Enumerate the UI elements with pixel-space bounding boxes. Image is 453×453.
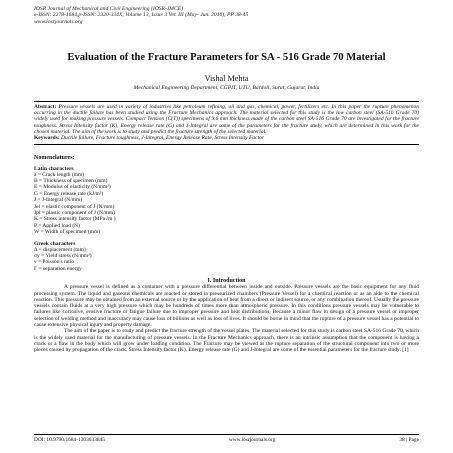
page-footer: [34, 434, 419, 443]
list-item: J = J-Integral (N/mm): [34, 197, 83, 204]
abstract-text: Pressure vessels are used in variety of industries like petroleum refining, oil and gas, chemical, power, fertilizers etc. In this paper the rupture phenomenon occurring in the ductile failure has been studied using the Fracture Mechanics approach. The material selected for this study is the low carbon steel (SA-516 Grade 70) widely used for making pressure vessels. Compact Tension (C(T)) specimens of 9.6 mm thickness made of the carbon steel SA-516 Grade 70 are investigated for the fracture toughness. Stress Intensity factor (K), Energy release rate (G) and J-Integral are some of the parameters for the fracture study, which are determined in this work for the chosen material. The aim of the work is to study and predict the fracture strength of the selected material.: [34, 103, 419, 135]
list-item: σy = Yield stress (N/mm²): [34, 253, 92, 260]
author-name: Vishal Mehta: [204, 73, 249, 83]
list-item: E = Modulus of elasticity (N/mm²): [34, 184, 111, 191]
journal-url[interactable]: www.iosrjournals.org: [34, 18, 83, 25]
greek-list: [34, 247, 419, 273]
abstract-box: [34, 101, 419, 145]
author-affiliation: Mechanical Engineering Department, CGPIT, UTU, Bardoli, Surat, Gujarat, India: [133, 84, 320, 91]
nomenclature-heading: Nomenclatures:: [34, 154, 75, 161]
list-item: a = Crack length (mm): [34, 171, 85, 178]
list-item: K = Stress intensity factor (MPa√m ): [34, 216, 116, 223]
list-item: Γ = separation energy: [34, 265, 82, 272]
greek-heading: Greek characters: [34, 240, 76, 247]
list-item: ν = Poisson's ratio: [34, 259, 75, 266]
intro-paragraph-2: The aim of the paper is to study and predict the fracture strength of the vessel plates. The material selected for this study is carbon steel SA-516 Grade 70, which is the widely used material for the manufacturing of pressure vessels. In the Fracture Mechanics approach, there is an intrinsic assumption that the component is having a crack or a flaw in the body which will grow under loading condition. The Fracture may be viewed as the rupture separation of the structural component into two or more pieces caused by propagation of the crack. Stress Intensity factor (K), Energy release rate (G) and J-Integral are some of the essential parameters for the fracture study. [1]: [34, 328, 419, 354]
keywords-text: Ductile failure, Fracture toughness, J-Integral, Energy Release Rate, Stress Intensity Factor: [59, 135, 264, 142]
list-item: B = Thickness of specimen (mm): [34, 178, 108, 184]
keywords-label: Keywords:: [34, 135, 60, 142]
section-heading: I. Introduction: [207, 278, 246, 285]
footer-site[interactable]: www.iosrjournals.org: [228, 437, 276, 443]
list-item: Jpl = plastic component of J (N/mm): [34, 210, 116, 217]
latin-heading: Latin characters: [34, 165, 74, 172]
footer-doi: DOI: 10.9790/1684-1303033845: [34, 437, 105, 443]
list-item: Δ = displacement (mm): [34, 246, 86, 253]
footer-page-number: 38 | Page: [399, 437, 419, 443]
journal-header: [34, 6, 419, 25]
list-item: Jel = elastic component of J (N/mm): [34, 203, 115, 210]
list-item: P = Applied load (N): [34, 222, 80, 229]
list-item: W = Width of specimen (mm): [34, 229, 101, 236]
paper-title: Evaluation of the Fracture Parameters for SA - 516 Grade 70 Material: [67, 52, 386, 64]
abstract-label: Abstract:: [34, 103, 57, 110]
list-item: G = Energy release rate (kJ/m²): [34, 190, 104, 197]
journal-issn: e-ISSN: 2278-1684,p-ISSN: 2320-334X, Volume 13, Issue 3 Ver. III (May- Jun. 2016), PP 38-45: [34, 12, 249, 19]
journal-name: IOSR Journal of Mechanical and Civil Engineering (IOSR-JMCE): [34, 6, 183, 12]
latin-list: [34, 172, 419, 236]
intro-paragraph-1: A pressure vessel is defined as a container with a pressure differential between inside and outside. Pressure vessels are the basic equipment for any fluid processing system. The liquid and gaseous chemicals are reacted or stored in pressurized chambers (Pressure Vessel) for a chemical reaction or as an aide to the chemical reaction. This pressure may be obtained from an external source or by the application of heat from a direct or indirect source, or any combination thereof. Usually the pressure vessels contain fluids at a very high pressure which may be hundreds of times more than atmospheric pressure. In this conditions pressure vessels may be vulnerable to failures like corrosive, erosive fracture or fatigue failure due to improper pressure and heat distributions. Because a minor flaw in design of a pressure vessel or improper selection of welding method and inaccuracy may cause loss of billions as well as loss of lives. It should be borne in mind that the rupture of a pressure vessel has a potential to cause extensive physical injury and property damage.: [34, 284, 419, 329]
